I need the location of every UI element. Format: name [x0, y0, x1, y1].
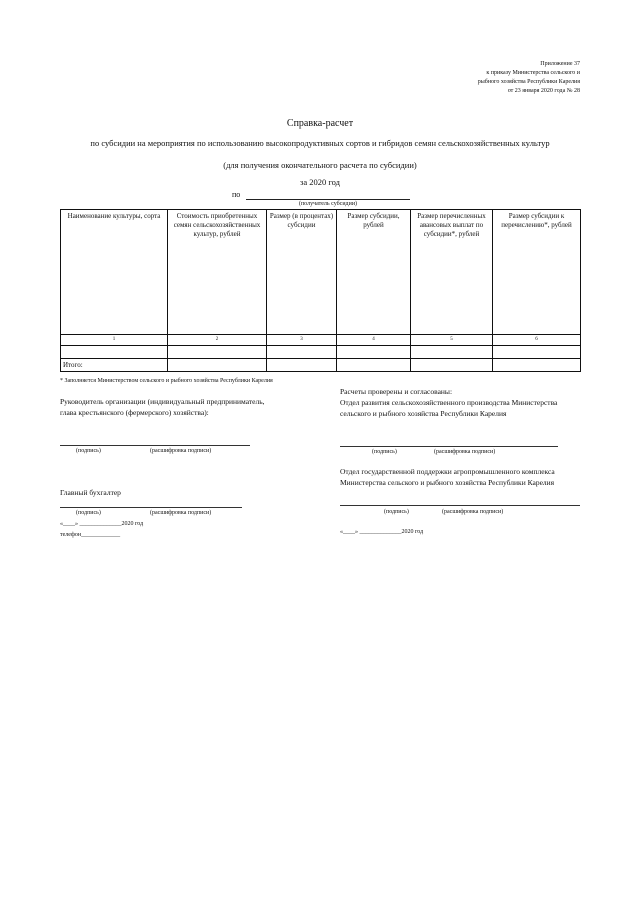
table-header-row	[61, 210, 581, 335]
column-number: 6	[493, 335, 581, 346]
table-cell[interactable]	[411, 359, 493, 372]
table-cell[interactable]	[168, 346, 267, 359]
dept2-decode-caption: (расшифровка подписи)	[442, 509, 504, 515]
table-cell[interactable]	[493, 359, 581, 372]
accountant-label: Главный бухгалтер	[60, 488, 121, 497]
appendix-line: Приложение 37	[540, 61, 580, 67]
appendix-line: рыбного хозяйства Республики Карелия	[477, 79, 580, 85]
dept1-decode-caption: (расшифровка подписи)	[434, 449, 496, 455]
table-cell[interactable]	[493, 346, 581, 359]
footnote: * Заполняется Министерством сельского и рыбного хозяйства Республики Карелия	[60, 378, 273, 384]
table-cell[interactable]	[267, 359, 337, 372]
table-cell[interactable]	[168, 359, 267, 372]
department-1-label: Отдел развития сельскохозяйственного производства Министерства сельского и рыбного хозяйства Республики Карелия	[340, 398, 558, 418]
column-number-row	[61, 335, 581, 346]
recipient-caption: (получатель субсидии)	[298, 201, 358, 207]
appendix-line: от 23 января 2020 года № 28	[507, 88, 580, 94]
table-cell[interactable]	[411, 346, 493, 359]
column-header: Размер субсидии к перечислению*, рублей	[493, 210, 581, 335]
table-cell[interactable]	[267, 346, 337, 359]
total-label: Итого:	[61, 359, 168, 372]
head-signature-line[interactable]	[60, 445, 250, 446]
appendix-block	[478, 60, 580, 96]
appendix-line: к приказу Министерства сельского и	[486, 70, 580, 76]
total-row	[61, 359, 581, 372]
subsidy-table	[60, 209, 581, 372]
dept2-signature-line[interactable]	[340, 505, 580, 506]
document-purpose: (для получения окончательного расчета по субсидии)	[223, 160, 417, 170]
column-header: Размер субсидии, рублей	[337, 210, 411, 335]
column-header: Размер (в процентах) субсидии	[267, 210, 337, 335]
recipient-field[interactable]	[246, 199, 410, 200]
checked-label: Расчеты проверены и согласованы:	[340, 387, 453, 396]
document-title: Справка-расчет	[286, 118, 354, 129]
head-signature-caption: (подпись)	[76, 448, 101, 454]
dept1-signature-caption: (подпись)	[372, 449, 397, 455]
date-line-right[interactable]: «____» ______________2020 год	[340, 529, 424, 535]
column-header: Размер перечисленных авансовых выплат по субсидии*, рублей	[411, 210, 493, 335]
column-number: 3	[267, 335, 337, 346]
phone-line[interactable]: телефон_____________	[60, 532, 121, 538]
document-year: за 2020 год	[300, 177, 340, 187]
accountant-signature-caption: (подпись)	[76, 510, 101, 516]
table-cell[interactable]	[61, 346, 168, 359]
column-number: 2	[168, 335, 267, 346]
document-subtitle: по субсидии на мероприятия по использованию высокопродуктивных сортов и гибридов семян сельскохозяйственных культур	[90, 138, 550, 148]
column-number: 1	[61, 335, 168, 346]
dept1-signature-line[interactable]	[340, 446, 558, 447]
table-row	[61, 346, 581, 359]
date-line-left[interactable]: «____» ______________2020 год	[60, 521, 144, 527]
accountant-signature-line[interactable]	[60, 507, 242, 508]
column-number: 5	[411, 335, 493, 346]
accountant-decode-caption: (расшифровка подписи)	[150, 510, 212, 516]
dept2-signature-caption: (подпись)	[384, 509, 409, 515]
head-decode-caption: (расшифровка подписи)	[150, 448, 212, 454]
table-cell[interactable]	[337, 359, 411, 372]
column-header: Наименование культуры, сорта	[61, 210, 168, 335]
department-2-label: Отдел государственной поддержки агропромышленного комплекса Министерства сельского и рыбного хозяйства Республики Карелия	[340, 467, 555, 487]
column-number: 4	[337, 335, 411, 346]
column-header: Стоимость приобретенных семян сельскохозяйственных культур, рублей	[168, 210, 267, 335]
table-cell[interactable]	[337, 346, 411, 359]
head-of-organization-label: Руководитель организации (индивидуальный предприниматель, глава крестьянского (фермерского) хозяйства):	[60, 397, 265, 417]
recipient-po-label: по	[232, 190, 241, 199]
